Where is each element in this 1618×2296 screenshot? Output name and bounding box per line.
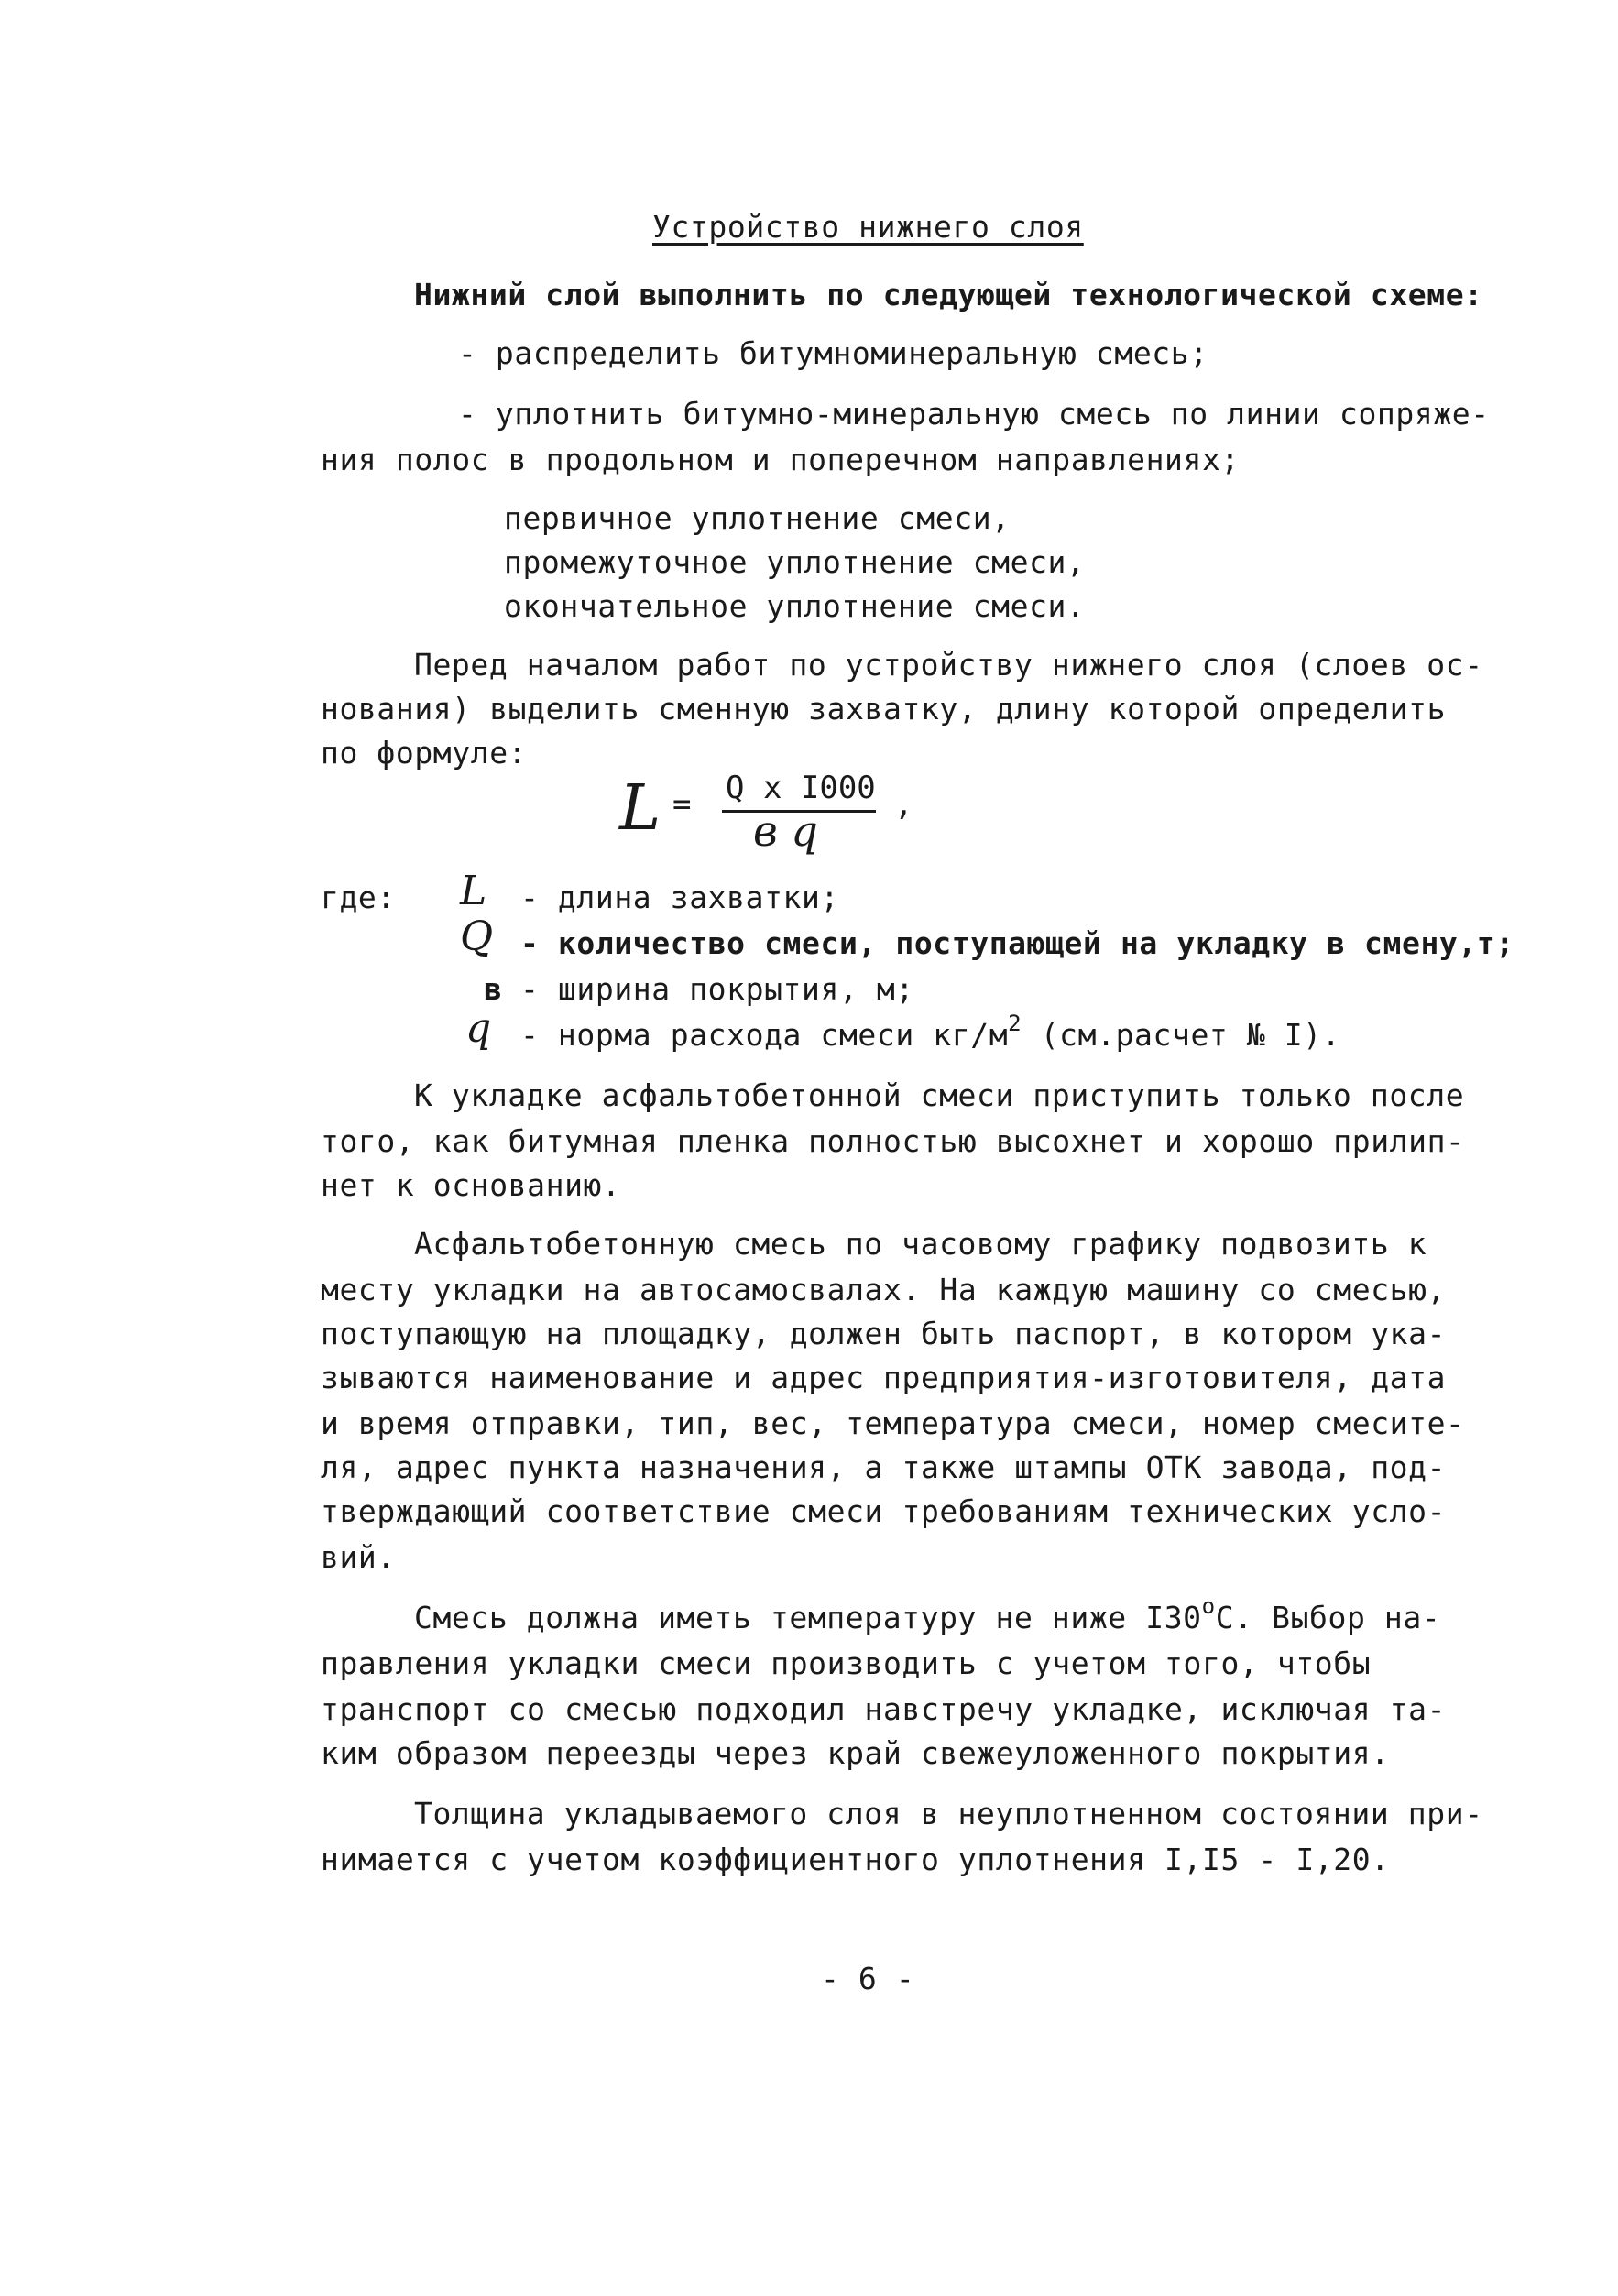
where-desc-Q: - количество смеси, поступающей на укладку в смену,т;: [520, 925, 1514, 961]
para5-line-2: нимается с учетом коэффициентного уплотнения I,I5 - I,20.: [321, 1842, 1390, 1877]
step-line-1: - распределить битумноминеральную смесь;: [458, 335, 1208, 371]
formula-lhs: L: [619, 772, 661, 845]
para1-line-2: нования) выделить сменную захватку, длину которой определить: [321, 691, 1447, 727]
para3-line-2: месту укладки на автосамосвалах. На каждую машину со смесью,: [321, 1272, 1447, 1307]
where-symbol-Q: Q: [460, 913, 494, 960]
where-desc-q: [520, 1011, 1341, 1054]
formula: [619, 770, 922, 870]
formula-comma: ,: [894, 786, 913, 823]
page-number: - 6 -: [821, 1961, 915, 1996]
where-symbol-q: q: [465, 1005, 492, 1052]
para3-line-1: Асфальтобетонную смесь по часовому графику подвозить к: [414, 1226, 1427, 1262]
formula-numerator: Q x I000: [726, 770, 876, 806]
section-title: Устройство нижнего слоя: [652, 209, 1084, 245]
step-line-2: - уплотнить битумно-минеральную смесь по линии сопряже-: [458, 396, 1490, 432]
compaction-item-3: окончательное уплотнение смеси.: [504, 588, 1086, 624]
where-desc-q-sup: 2: [1008, 1011, 1022, 1036]
para4-line-4: ким образом переезды через край свежеуложенного покрытия.: [321, 1735, 1390, 1771]
where-desc-q-text: - норма расхода смеси кг/м: [520, 1017, 1009, 1053]
para5-line-1: Толщина укладываемого слоя в неуплотненном состоянии при-: [414, 1796, 1483, 1831]
para2-line-2: того, как битумная пленка полностью высохнет и хорошо прилип-: [321, 1123, 1465, 1159]
where-symbol-L: L: [460, 868, 487, 914]
para1-line-1: Перед началом работ по устройству нижнего слоя (слоев ос-: [414, 647, 1483, 683]
para4-line-1-tail: С. Выбор на-: [1215, 1600, 1441, 1635]
para3-line-3: поступающую на площадку, должен быть паспорт, в котором ука-: [321, 1316, 1447, 1351]
para4-line-1: [414, 1593, 1441, 1636]
para4-line-3: транспорт со смесью подходил навстречу укладке, исключая та-: [321, 1691, 1447, 1727]
para2-line-1: К укладке асфальтобетонной смеси приступить только после: [414, 1077, 1465, 1113]
compaction-item-1: первичное уплотнение смеси,: [504, 500, 1011, 536]
step-line-3: ния полос в продольном и поперечном направлениях;: [321, 442, 1240, 477]
where-desc-L: - длина захватки;: [520, 880, 839, 915]
para3-line-6: ля, адрес пункта назначения, а также штампы ОТК завода, под-: [321, 1449, 1447, 1485]
degree-sup: о: [1201, 1593, 1216, 1619]
para3-line-5: и время отправки, тип, вес, температура смеси, номер смесите-: [321, 1405, 1465, 1441]
para1-line-3: по формуле:: [321, 735, 528, 771]
where-desc-q-tail: (см.расчет № I).: [1022, 1017, 1341, 1053]
para3-line-4: зываются наименование и адрес предприятия-изготовителя, дата: [321, 1360, 1447, 1395]
para3-line-8: вий.: [321, 1539, 396, 1575]
formula-denominator: в q: [753, 806, 818, 856]
para3-line-7: тверждающий соответствие смеси требованиям технических усло-: [321, 1493, 1447, 1529]
para4-line-2: правления укладки смеси производить с учетом того, чтобы: [321, 1645, 1372, 1681]
where-symbol-b: в: [484, 971, 503, 1007]
para4-line-1-text: Смесь должна иметь температуру не ниже I30: [414, 1600, 1202, 1635]
compaction-item-2: промежуточное уплотнение смеси,: [504, 544, 1086, 580]
where-label: где:: [321, 880, 396, 915]
intro-line: Нижний слой выполнить по следующей технологической схеме:: [414, 277, 1483, 312]
formula-equals: =: [672, 786, 692, 823]
where-desc-b: - ширина покрытия, м;: [520, 971, 914, 1007]
para2-line-3: нет к основанию.: [321, 1167, 621, 1203]
